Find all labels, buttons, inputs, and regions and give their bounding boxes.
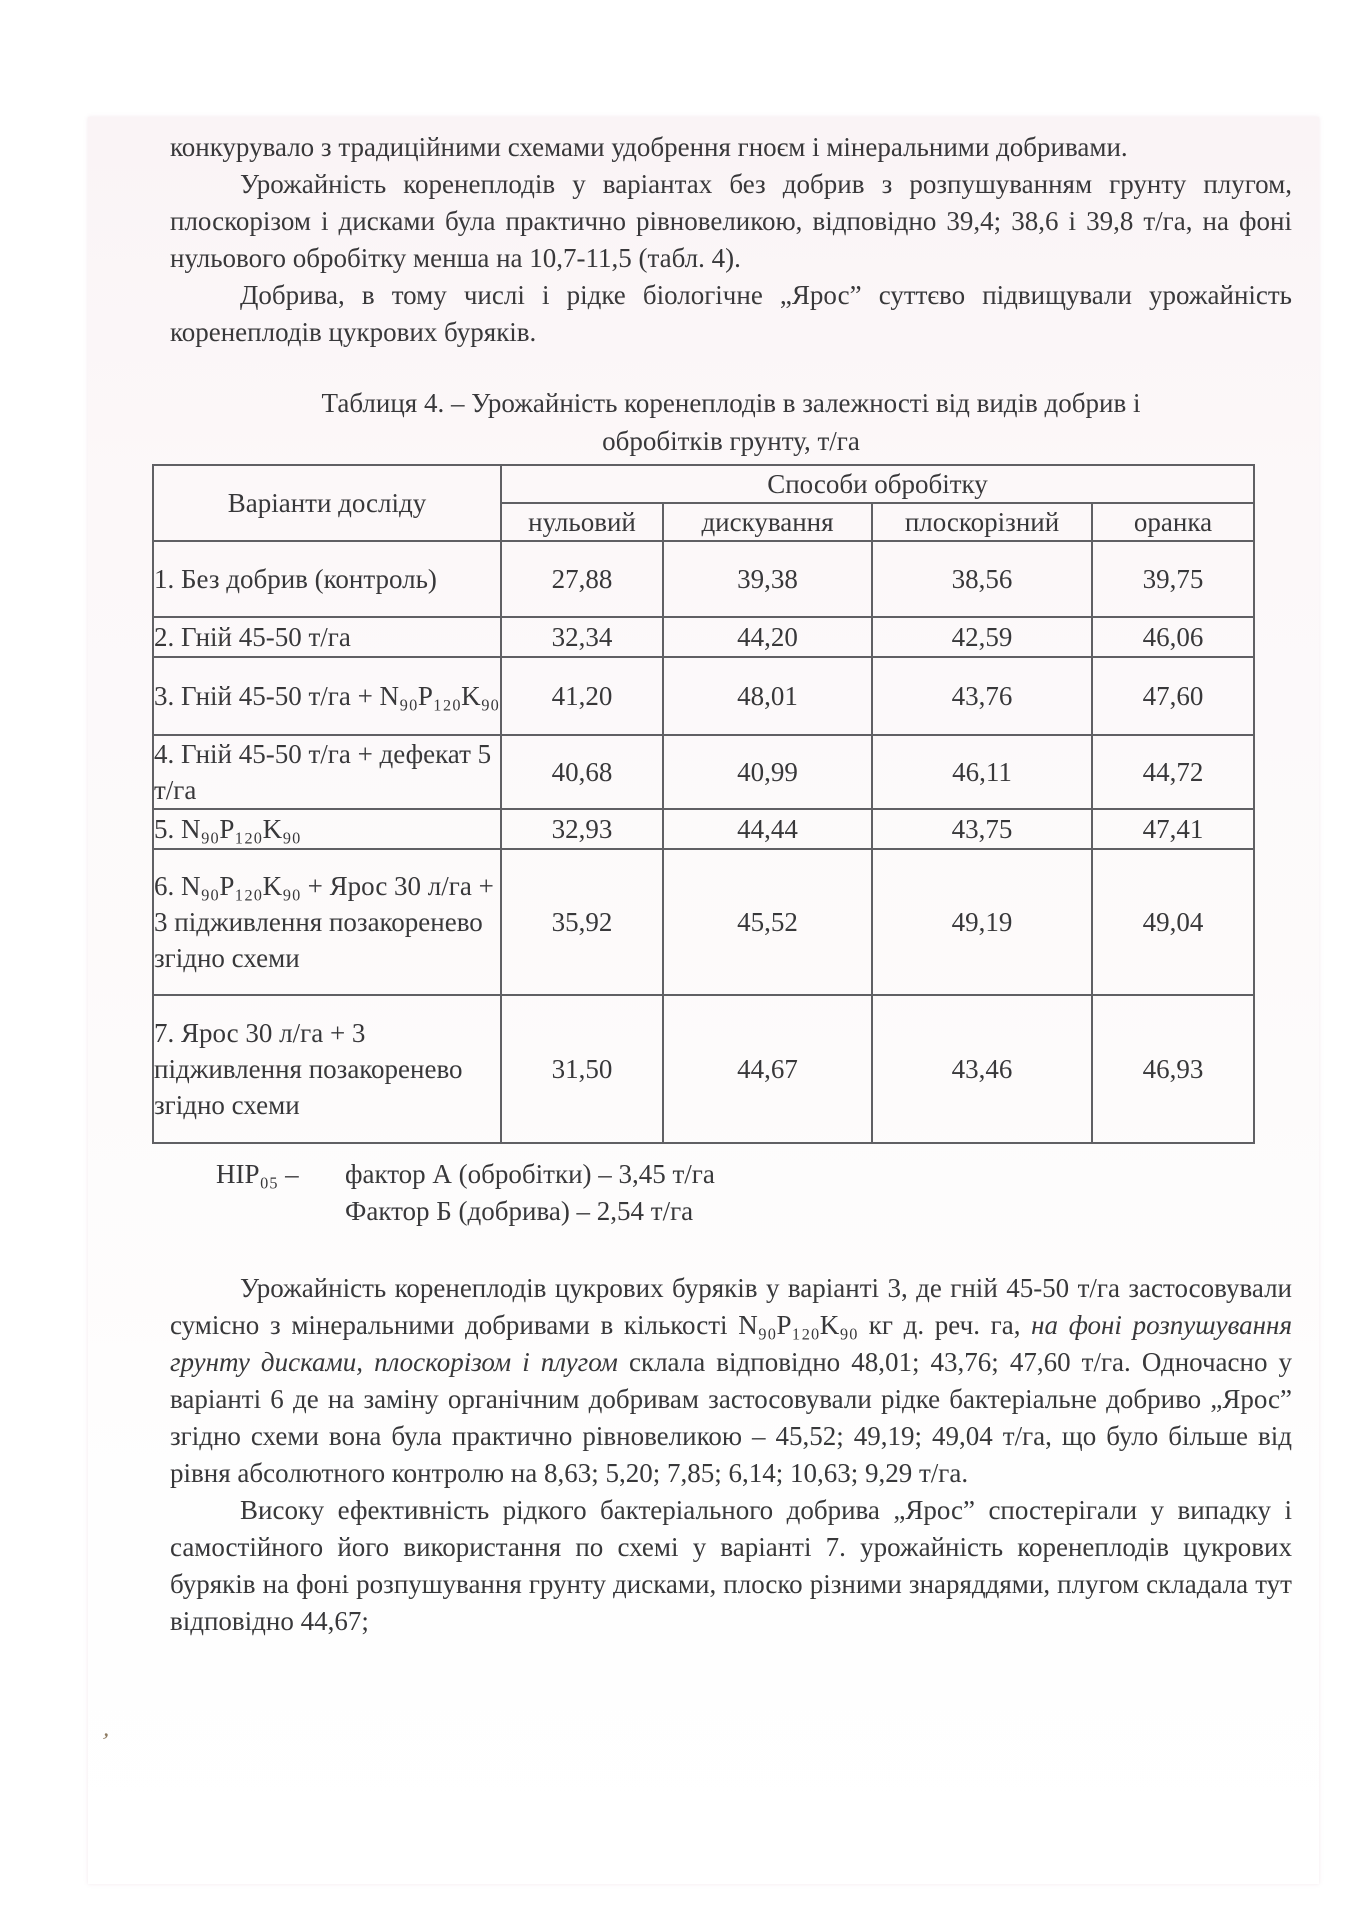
paragraph-2 [170, 166, 1292, 277]
variant-label-cell: 7. Ярос 30 л/га + 3 підживлення позакоренево згідно схеми [153, 995, 501, 1143]
yield-value-cell: 41,20 [501, 657, 663, 735]
yield-value-cell: 40,99 [663, 735, 872, 809]
yield-value-cell: 38,56 [872, 541, 1092, 617]
yield-value-cell: 49,19 [872, 849, 1092, 995]
yield-value-cell: 43,75 [872, 809, 1092, 849]
lsd-note [170, 1156, 1292, 1230]
yield-value-cell: 35,92 [501, 849, 663, 995]
yield-table [152, 464, 1255, 1144]
yield-value-cell: 46,06 [1092, 617, 1254, 657]
table-caption [170, 384, 1292, 460]
yield-value-cell: 44,72 [1092, 735, 1254, 809]
paragraph-2-text: Урожайність коренеплодів у варіантах без добрив з розпушуванням грунту плугом, плоскорізом і дисками була практично рівновеликою, відповідно 39,4; 38,6 і 39,8 т/га, на фоні нульового обробітку менша на 10,7-11,5 (табл. 4). [170, 169, 1292, 273]
paragraph-5 [170, 1492, 1292, 1640]
yield-value-cell: 48,01 [663, 657, 872, 735]
lsd-factor-b: Фактор Б (добрива) – 2,54 т/га [345, 1196, 694, 1226]
table-caption-line-1: Таблиця 4. – Урожайність коренеплодів в залежності від видів добрив і [321, 388, 1141, 418]
yield-value-cell: 47,41 [1092, 809, 1254, 849]
table-caption-line-2: обробітків грунту, т/га [602, 426, 860, 456]
variant-label-cell: 4. Гній 45-50 т/га + дефекат 5 т/га [153, 735, 501, 809]
yield-value-cell: 49,04 [1092, 849, 1254, 995]
yield-value-cell: 46,11 [872, 735, 1092, 809]
yield-value-cell: 39,38 [663, 541, 872, 617]
scanned-document-page [88, 117, 1319, 1884]
yield-value-cell: 39,75 [1092, 541, 1254, 617]
paragraph-3-text: Добрива, в тому числі і рідке біологічне „Ярос” суттєво підвищували урожайність коренеплодів цукрових буряків. [170, 280, 1292, 347]
yield-value-cell: 31,50 [501, 995, 663, 1143]
column-header-flat-cut: плоскорізний [872, 503, 1092, 541]
scan-artifact: ʼ [96, 1728, 112, 1756]
variant-label-cell: 1. Без добрив (контроль) [153, 541, 501, 617]
yield-value-cell: 42,59 [872, 617, 1092, 657]
paragraph-5-text: Високу ефективність рідкого бактеріального добрива „Ярос” спостерігали у випадку і самостійного його використання по схемі у варіанті 7. урожайність коренеплодів цукрових буряків на фоні розпушування грунту дисками, плоско різними знаряддями, плугом складала тут відповідно 44,67; [170, 1495, 1292, 1636]
yield-value-cell: 44,67 [663, 995, 872, 1143]
yield-value-cell: 45,52 [663, 849, 872, 995]
table-row [153, 657, 1254, 735]
yield-value-cell: 47,60 [1092, 657, 1254, 735]
yield-value-cell: 46,93 [1092, 995, 1254, 1143]
paragraph-4 [170, 1270, 1292, 1492]
paragraph-3 [170, 277, 1292, 351]
yield-value-cell: 44,20 [663, 617, 872, 657]
table-row [153, 541, 1254, 617]
variant-label-cell: 5. N₉₀P₁₂₀K₉₀ [153, 809, 501, 849]
table-row [153, 849, 1254, 995]
lsd-prefix: НІР₀₅ – [216, 1159, 299, 1189]
column-header-disking: дискування [663, 503, 872, 541]
paragraph-1-text: конкурувало з традиційними схемами удобрення гноєм і мінеральними добривами. [170, 132, 1128, 162]
column-header-plowing: оранка [1092, 503, 1254, 541]
table-row [153, 995, 1254, 1143]
table-header-row-1 [153, 465, 1254, 503]
yield-value-cell: 40,68 [501, 735, 663, 809]
paragraph-4-text-italic: на фоні розпушування грунту дисками, плоскорізом і плугом [170, 1310, 1292, 1377]
lsd-factors [345, 1156, 1292, 1230]
yield-value-cell: 32,34 [501, 617, 663, 657]
lsd-factor-a: фактор А (обробітки) – 3,45 т/га [345, 1159, 715, 1189]
yield-value-cell: 44,44 [663, 809, 872, 849]
yield-value-cell: 43,46 [872, 995, 1092, 1143]
yield-value-cell: 32,93 [501, 809, 663, 849]
variant-label-cell: 6. N₉₀P₁₂₀K₉₀ + Ярос 30 л/га + 3 підживлення позакоренево згідно схеми [153, 849, 501, 995]
column-group-header-tillage: Способи обробітку [501, 465, 1254, 503]
yield-value-cell: 27,88 [501, 541, 663, 617]
variant-label-cell: 3. Гній 45-50 т/га + N₉₀P₁₂₀K₉₀ [153, 657, 501, 735]
table-row [153, 735, 1254, 809]
paragraph-1 [170, 129, 1292, 166]
table-row [153, 617, 1254, 657]
page-content [88, 117, 1319, 1640]
paragraph-4-text-start: Урожайність коренеплодів цукрових буряків у варіанті 3, де гній 45-50 т/га застосовували сумісно з мінеральними добривами в кількості N₉₀P₁₂₀K₉₀ кг д. реч. га, [170, 1273, 1292, 1340]
variant-label-cell: 2. Гній 45-50 т/га [153, 617, 501, 657]
yield-value-cell: 43,76 [872, 657, 1092, 735]
column-header-zero-tillage: нульовий [501, 503, 663, 541]
paragraph-4-text-end: склала відповідно 48,01; 43,76; 47,60 т/га. Одночасно у варіанті 6 де на заміну органічним добривам застосовували рідке бактеріальне добриво „Ярос” згідно схеми вона була практично рівновеликою – 45,52; 49,19; 49,04 т/га, що було більше від рівня абсолютного контролю на 8,63; 5,20; 7,85; 6,14; 10,63; 9,29 т/га. [170, 1347, 1293, 1488]
table-row [153, 809, 1254, 849]
column-header-variants: Варіанти досліду [153, 465, 501, 541]
